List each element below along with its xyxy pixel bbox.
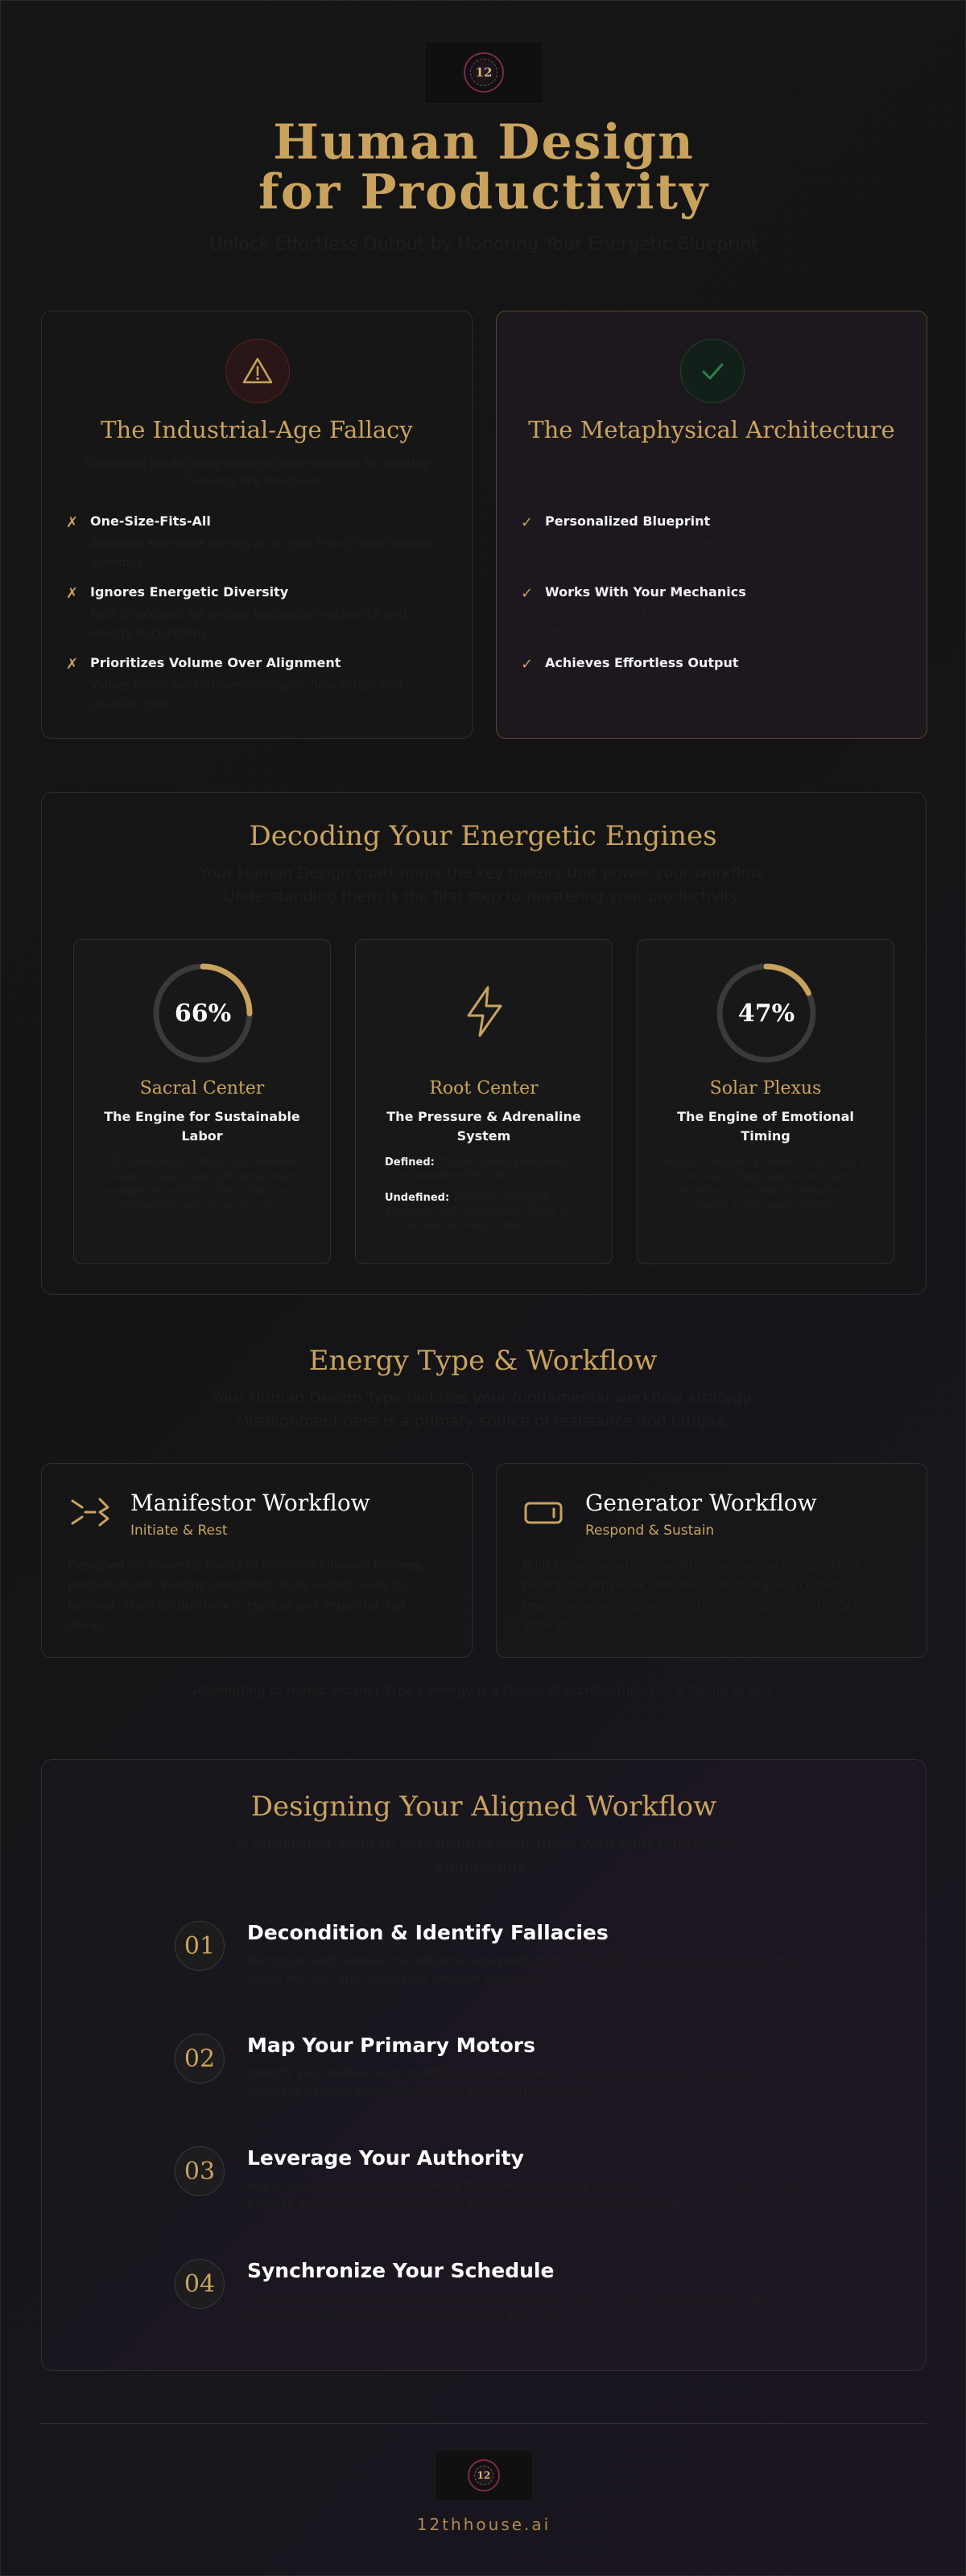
- spark-icon: [68, 1496, 113, 1528]
- warning-icon: [225, 339, 290, 403]
- step-number: 03: [175, 2146, 225, 2196]
- architecture-card: [496, 311, 927, 739]
- sacral-percentage: 66%: [174, 999, 232, 1028]
- workflow-step: [134, 2034, 827, 2114]
- footer-divider: [41, 2423, 927, 2424]
- cross-icon: ✗: [66, 656, 79, 673]
- aligned-workflow-description-line: A structured audit to synchronize your tasks with your energetic: [237, 1835, 731, 1853]
- architecture-item: [521, 654, 902, 714]
- energy-type-description-line: Your Human Design Type dictates your fundamental workflow strategy.: [211, 1389, 755, 1407]
- root-center-name: Root Center: [429, 1078, 539, 1098]
- fallacy-card: [41, 311, 473, 739]
- manifestor-title: Manifestor Workflow: [130, 1490, 370, 1516]
- sacral-center-name: Sacral Center: [139, 1078, 265, 1098]
- root-defined-text: Thrives under pressure, using deadlines as fuel.: [385, 1156, 564, 1182]
- step-title: Synchronize Your Schedule: [247, 2259, 555, 2282]
- fallacy-item-text: Fails to account for unique biological mechanics and energy fluctuations.: [90, 607, 407, 641]
- footer-logo-emblem: 12: [468, 2459, 500, 2492]
- architecture-item-text: Honors your unique energetic signature and natural workflow rhythms.: [545, 536, 860, 570]
- architecture-description: Human Design provides a personalized framework for peak performance.: [531, 456, 892, 488]
- fallacy-item: [66, 583, 448, 643]
- architecture-item: [521, 583, 902, 643]
- architecture-item-title: Achieves Effortless Output: [545, 655, 739, 670]
- check-icon: [680, 339, 745, 403]
- root-defined-row: [385, 1156, 588, 1183]
- checkmark-icon: ✓: [521, 585, 534, 602]
- aligned-workflow-section: [41, 1759, 927, 2371]
- checkmark-icon: ✓: [521, 656, 534, 673]
- architecture-title: The Metaphysical Architecture: [528, 416, 895, 443]
- energy-type-description: [1, 1387, 965, 1433]
- generator-workflow-card: [496, 1463, 927, 1658]
- root-defined-label: Defined:: [385, 1156, 435, 1168]
- step-text: Conduct a structured audit of your current to-do list, synchronizing tasks with your specific energetic engines for maximum efficiency and flow.: [247, 2291, 798, 2323]
- architecture-item-title: Works With Your Mechanics: [545, 584, 746, 600]
- energy-type-description-line: Misalignment here is a primary source of resistance and fatigue.: [236, 1412, 730, 1430]
- solar-plexus-name: Solar Plexus: [709, 1078, 822, 1098]
- fallacy-item-title: One-Size-Fits-All: [90, 513, 211, 529]
- fallacy-item-text: Assumes everyone thrives on a rigid 9-to-5 linear output schedule.: [90, 536, 433, 570]
- architecture-item: [521, 513, 902, 572]
- logo-emblem: 12: [464, 52, 504, 93]
- generator-text: Built for sustainable, day-after-day mental energy. Their key is to engage with work that feels satisfying and correct in response, which replenishes their energy. Consistency is their strength.: [522, 1558, 899, 1633]
- root-undefined-label: Undefined:: [385, 1192, 450, 1204]
- fallacy-item: [66, 654, 448, 714]
- footer-domain-link[interactable]: 12thhouse.ai: [416, 2515, 551, 2534]
- fallacy-item-title: Prioritizes Volume Over Alignment: [90, 655, 341, 670]
- battery-icon: [522, 1496, 568, 1528]
- brand-logo[interactable]: [424, 41, 543, 104]
- step-text: Identify your defined and undefined Sacral and Root centers to understand how your body naturally handles sustainable effort and external pressure.: [247, 2066, 795, 2098]
- engines-title: Decoding Your Energetic Engines: [249, 820, 717, 852]
- root-undefined-text: Amplifies external pressure, feels rushed and tends to rushed task anxiety slows.: [385, 1192, 571, 1231]
- step-text: Apply your unique decision-making framework (Strategy & Authority) to your project intake process. Ensure every commitment aligns with your energetic signature.: [247, 2178, 801, 2211]
- solar-plexus-card: [637, 939, 894, 1264]
- generator-subtitle: Respond & Sustain: [585, 1523, 715, 1539]
- generator-title: Generator Workflow: [585, 1490, 817, 1516]
- solar-plexus-percentage: 47%: [737, 999, 795, 1028]
- sacral-center-text: For Generators & MGs, this provides steady, tireless work. Its force when engaged in satisfying tasks that say is responding with a sacral "yes.": [101, 1156, 303, 1212]
- energy-type-footnote: Attempting to mimic another Type's energy is a failure of architecture, not a failure of will.: [192, 1683, 775, 1698]
- fallacy-item-text: Values hours worked over energetic flow states and creative gifts.: [90, 678, 403, 711]
- architecture-item-title: Personalized Blueprint: [545, 513, 711, 529]
- solar-plexus-subtitle: The Engine of Emotional Timing: [677, 1109, 854, 1144]
- fallacy-description: Traditional productivity models cause burnout by treating humans like machines.: [83, 456, 431, 488]
- architecture-item-text: Leverages your body's specific design for sustainable effort.: [545, 607, 869, 641]
- step-title: Leverage Your Authority: [247, 2146, 524, 2170]
- lightning-icon: [460, 985, 509, 1038]
- sacral-center-card: [73, 939, 331, 1264]
- engines-description: [1, 862, 965, 909]
- engines-description-line: Your Human Design chart maps the key motors that power your workflow.: [200, 864, 766, 882]
- workflow-step: [134, 2146, 827, 2227]
- workflow-step: [134, 2259, 827, 2339]
- step-title: Decondition & Identify Fallacies: [247, 1921, 609, 1944]
- root-center-card: [355, 939, 613, 1264]
- manifestor-text: Designed for powerful bursts of initiation followed by deep periods of rest. Forcing consistent, daily output leads to burnout. Their productivity is cyclical and impactful, not linear.: [68, 1558, 423, 1633]
- root-center-subtitle: The Pressure & Adrenaline System: [386, 1109, 581, 1144]
- manifestor-workflow-card: [41, 1463, 473, 1658]
- solar-plexus-text: With this authority, there is "no truth in the now." Deep work and major decisions must wait for emotional clarity as the wave settles.: [662, 1156, 869, 1212]
- step-title: Map Your Primary Motors: [247, 2034, 536, 2057]
- page-title: [1, 114, 966, 221]
- aligned-workflow-description-line: architecture.: [435, 1858, 533, 1876]
- architecture-item-text: Reduces friction and creates output that feels natural and aligned.: [545, 678, 896, 711]
- page-title-text: Human Design for Productivity: [258, 114, 709, 221]
- fallacy-item: [66, 513, 448, 572]
- aligned-workflow-description: [42, 1832, 926, 1879]
- sacral-center-subtitle: The Engine for Sustainable Labor: [104, 1109, 300, 1144]
- step-number: 01: [175, 1921, 225, 1971]
- manifestor-subtitle: Initiate & Rest: [130, 1523, 228, 1539]
- footer-logo[interactable]: [435, 2450, 533, 2501]
- engines-description-line: Understanding them is the first step to mastering your productivity.: [224, 888, 742, 905]
- page-subtitle: Unlock Effortless Output by Honoring Your Energetic Blueprint: [209, 234, 758, 254]
- energy-type-title: Energy Type & Workflow: [308, 1345, 658, 1377]
- workflow-step: [134, 1921, 827, 2001]
- checkmark-icon: ✓: [521, 514, 534, 531]
- step-number: 02: [175, 2034, 225, 2083]
- aligned-workflow-title: Designing Your Aligned Workflow: [250, 1791, 717, 1823]
- root-undefined-row: [385, 1191, 588, 1232]
- cross-icon: ✗: [66, 514, 79, 531]
- step-number: 04: [175, 2259, 225, 2309]
- cross-icon: ✗: [66, 585, 79, 602]
- fallacy-title: The Industrial-Age Fallacy: [101, 416, 413, 443]
- step-text: Recognize and release the industrial-age productivity "shoulds" and societal pressures that cause burnout and cloud your creative channels.: [247, 1953, 799, 1985]
- fallacy-item-title: Ignores Energetic Diversity: [90, 584, 289, 600]
